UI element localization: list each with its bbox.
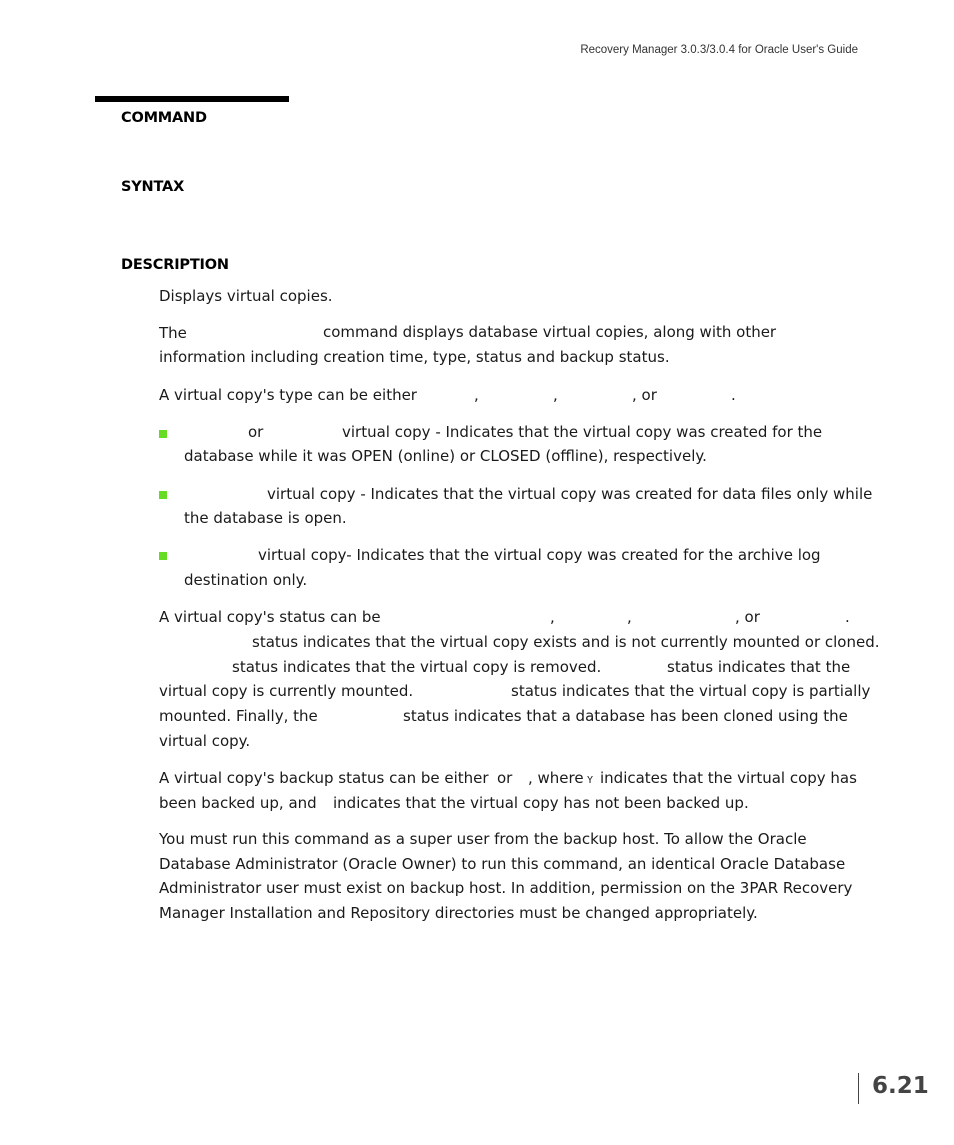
section-rule [95,96,289,102]
bullet3-text: virtual copy- Indicates that the virtual copy was created for the archive log [258,546,821,564]
type-comma-1: , [474,386,479,404]
backup-rest: indicates that the virtual copy has [600,769,857,787]
status-comma-2: , [627,608,632,626]
bullet-marker-3 [159,552,167,560]
backup-line2a: been backed up, and [159,794,317,812]
bullet2-line2: the database is open. [184,509,347,527]
backup-y-code: Y [587,775,594,786]
type-comma-2: , [553,386,558,404]
status-line4a: virtual copy is currently mounted. [159,682,414,700]
status-comma-1: , [550,608,555,626]
type-lead: A virtual copy's type can be either [159,386,417,404]
backup-where: , where [528,769,584,787]
backup-lead: A virtual copy's backup status can be either [159,769,489,787]
status-line5a: mounted. Finally, the [159,707,318,725]
bullet2-text: virtual copy - Indicates that the virtual copy was created for data files only while [267,485,873,503]
command-heading: COMMAND [121,110,207,126]
bullet1-or: or [248,423,264,441]
bullet-marker-2 [159,491,167,499]
status-line5b: status indicates that a database has been cloned using the [403,707,848,725]
status-end: . [845,608,850,626]
backup-line2b: indicates that the virtual copy has not been backed up. [333,794,749,812]
type-end: . [731,386,736,404]
status-lead: A virtual copy's status can be [159,608,381,626]
description-heading: DESCRIPTION [121,257,229,273]
running-header: Recovery Manager 3.0.3/3.0.4 for Oracle User's Guide [580,44,858,56]
permissions-paragraph: You must run this command as a super user from the backup host. To allow the Oracle Database Administrator (Oracle Owner) to run this command, an identical Oracle Database Administrator user must exist on backup host. In addition, permission on the 3PAR Recovery Manager Installation and Repository directories must be changed appropriately. [159,830,853,923]
status-line3b: status indicates that the [667,658,851,676]
status-line3a: status indicates that the virtual copy is removed. [232,658,602,676]
page-number: 6.21 [872,1073,929,1099]
syntax-heading: SYNTAX [121,179,185,195]
bullet1-line2: database while it was OPEN (online) or CLOSED (offline), respectively. [184,447,707,465]
bullet3-line2: destination only. [184,571,308,589]
bullet-marker-1 [159,430,167,438]
type-or: , or [632,386,657,404]
status-line6: virtual copy. [159,732,251,750]
description-summary: Displays virtual copies. [159,287,333,305]
page-number-divider [858,1073,859,1104]
status-line2: status indicates that the virtual copy exists and is not currently mounted or cloned. [252,633,880,651]
p2-body: command displays database virtual copies, along with other information including creation time, type, status and backup status. [159,323,777,366]
backup-or: or [497,769,513,787]
status-line4b: status indicates that the virtual copy is partially [511,682,871,700]
p2-the: The [159,324,187,342]
bullet1-text: virtual copy - Indicates that the virtual copy was created for the [342,423,823,441]
status-or: , or [735,608,760,626]
